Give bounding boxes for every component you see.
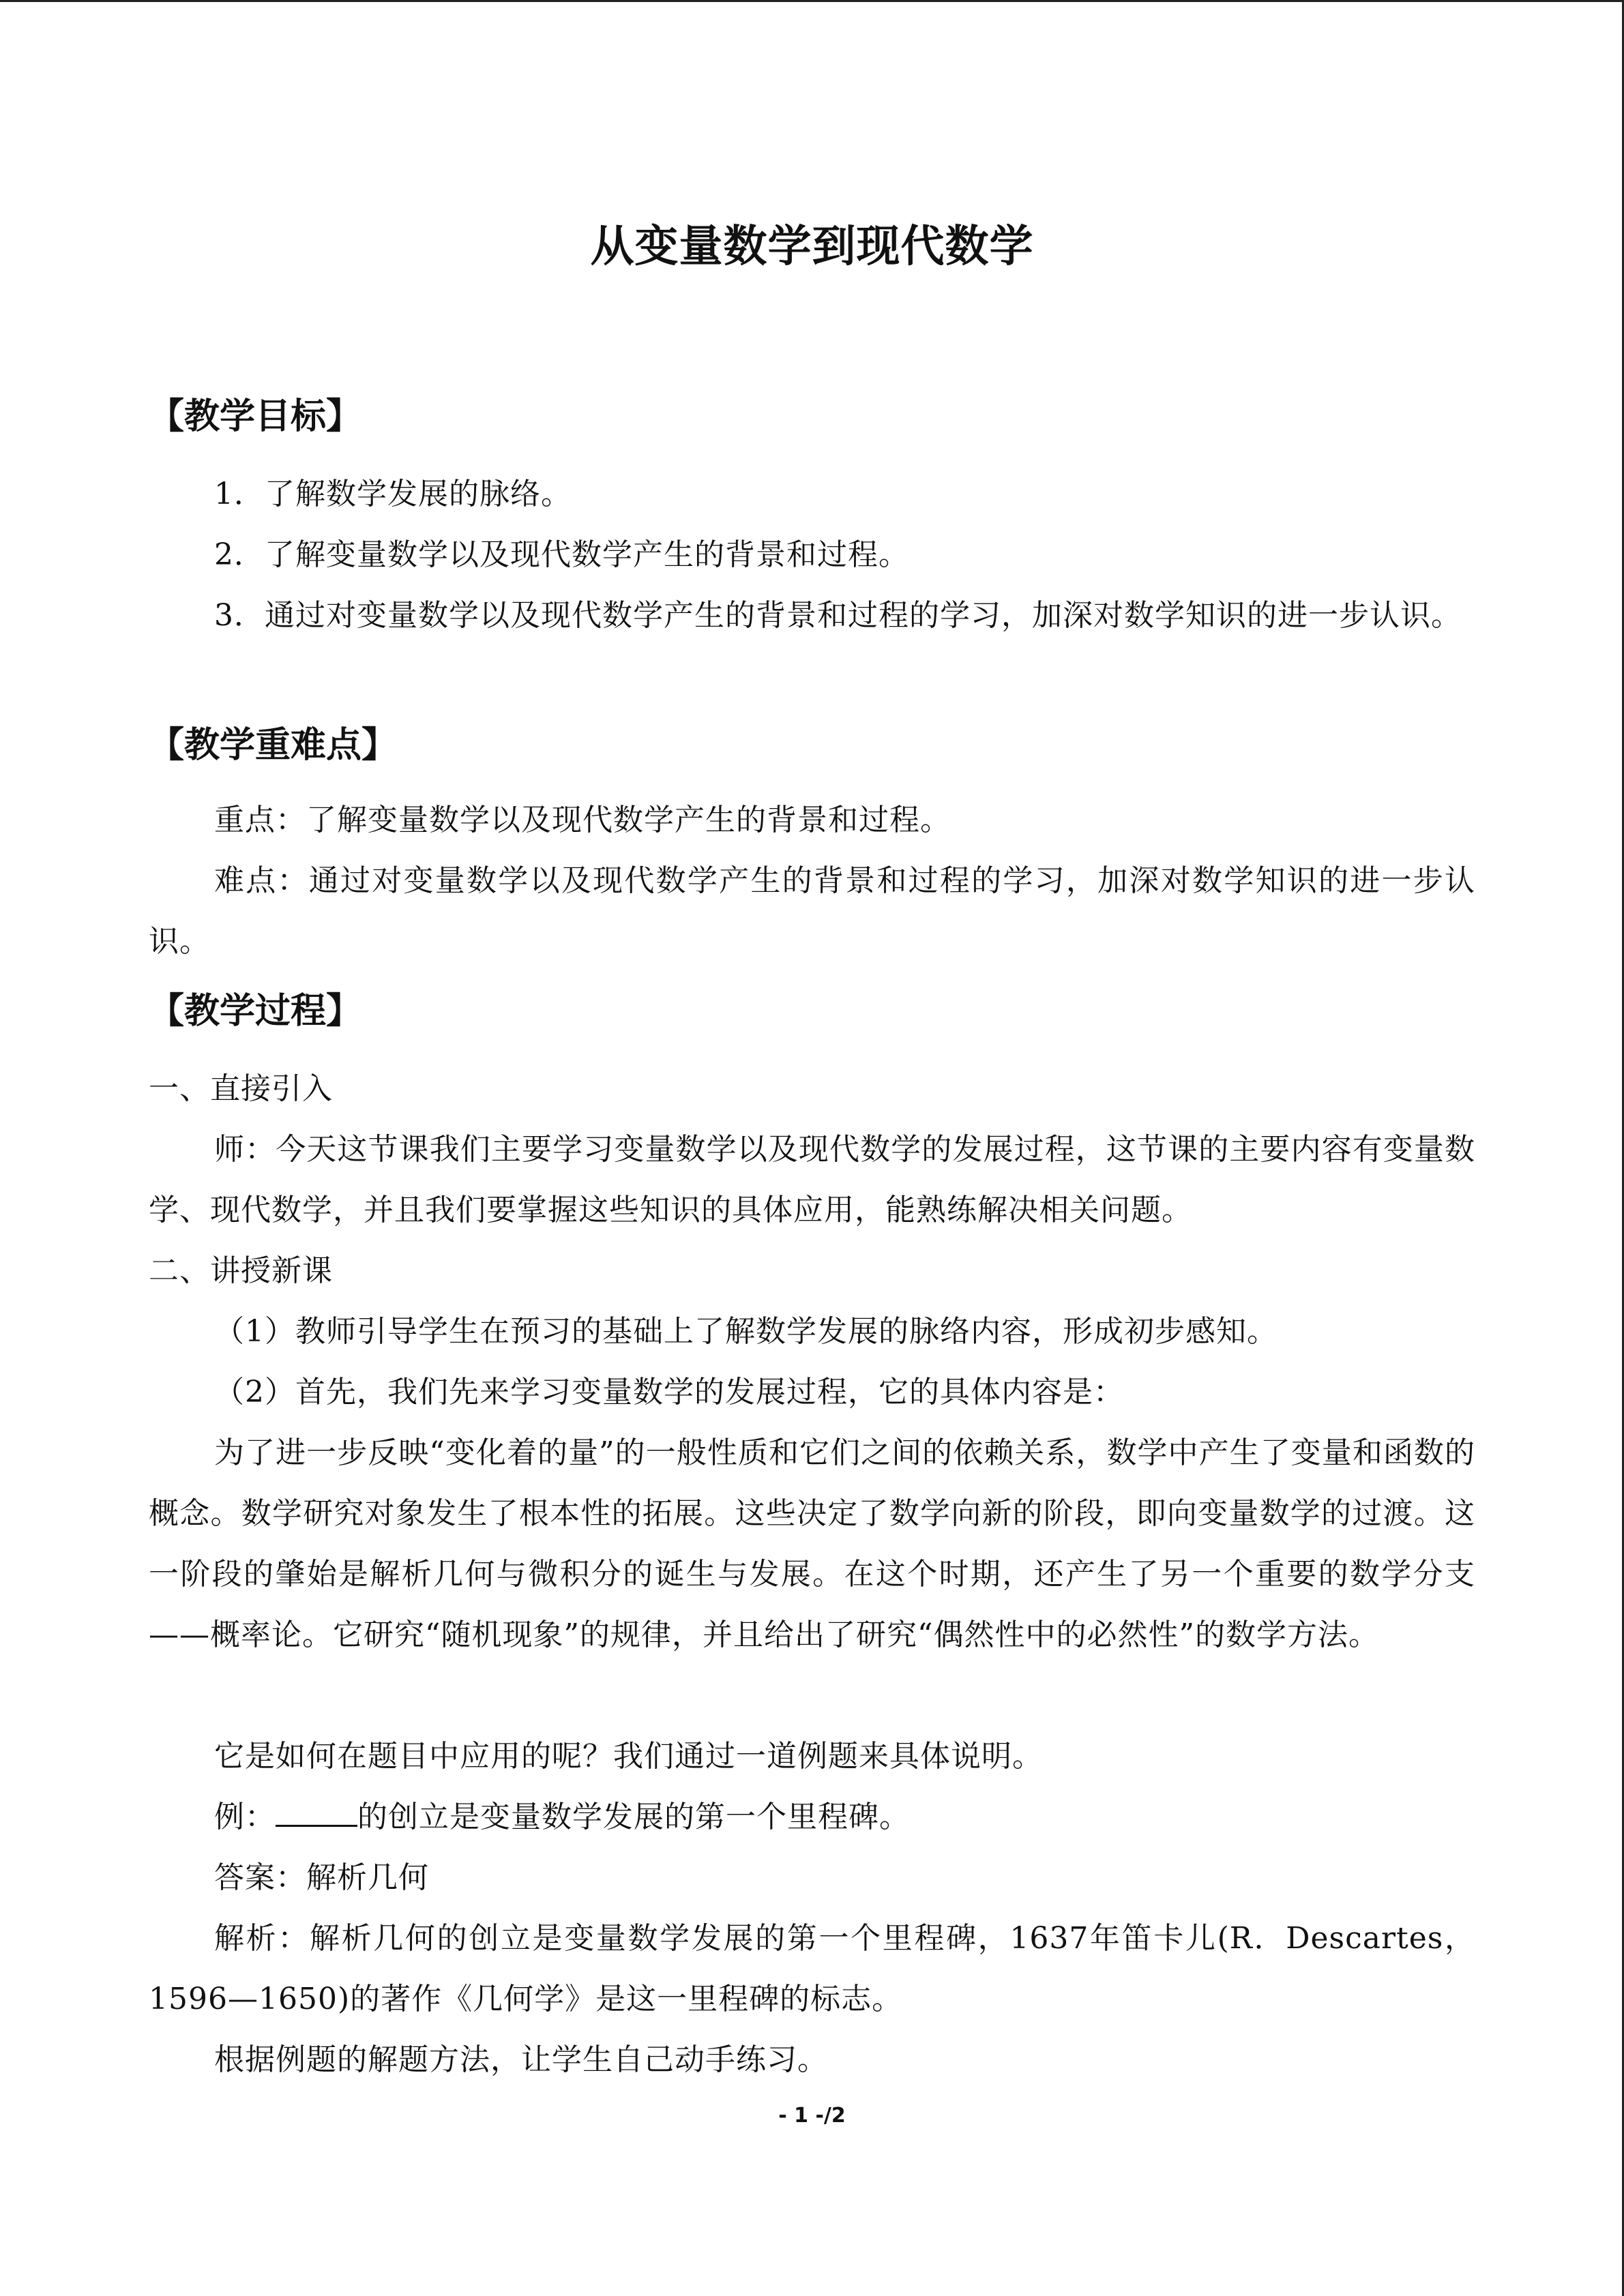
process-question: 它是如何在题目中应用的呢？我们通过一道例题来具体说明。 [214, 1739, 1043, 1774]
objective-item-2: 2．了解变量数学以及现代数学产生的背景和过程。 [214, 537, 909, 572]
objective-item-3: 3．通过对变量数学以及现代数学产生的背景和过程的学习，加深对数学知识的进一步认识。 [214, 598, 1462, 633]
document-title: 从变量数学到现代数学 [590, 222, 1034, 272]
heading-key-points: 【教学重难点】 [149, 725, 398, 766]
example-analysis: 解析：解析几何的创立是变量数学发展的第一个里程碑，1637年笛卡儿(R．Descartes，1596—1650)的著作《几何学》是这一里程碑的标志。 [149, 1921, 1475, 2016]
process-step-1: （1）教师引导学生在预习的基础上了解数学发展的脉络内容，形成初步感知。 [214, 1314, 1278, 1349]
heading-process: 【教学过程】 [149, 991, 362, 1032]
process-step-2: （2）首先，我们先来学习变量数学的发展过程，它的具体内容是： [214, 1375, 1124, 1410]
practice-instruction: 根据例题的解题方法，让学生自己动手练习。 [214, 2042, 828, 2077]
page-number: - 1 -/2 [778, 2104, 846, 2128]
page-border-top [0, 0, 1624, 2]
example-question [149, 1787, 1475, 1847]
example-answer: 答案：解析几何 [214, 1860, 429, 1895]
process-part1-title: 一、直接引入 [149, 1071, 333, 1106]
key-point-focus: 重点：了解变量数学以及现代数学产生的背景和过程。 [214, 803, 951, 837]
example-prefix: 例： [214, 1800, 276, 1834]
process-part2-title: 二、讲授新课 [149, 1253, 333, 1288]
key-point-difficulty: 难点：通过对变量数学以及现代数学产生的背景和过程的学习，加深对数学知识的进一步认识。 [149, 863, 1475, 959]
objective-item-1: 1．了解数学发展的脉络。 [214, 477, 572, 511]
example-suffix: 的创立是变量数学发展的第一个里程碑。 [357, 1800, 910, 1834]
heading-objectives: 【教学目标】 [149, 396, 362, 437]
example-blank [276, 1798, 357, 1827]
process-part1-text: 师：今天这节课我们主要学习变量数学以及现代数学的发展过程，这节课的主要内容有变量数学、现代数学，并且我们要掌握这些知识的具体应用，能熟练解决相关问题。 [149, 1132, 1475, 1227]
process-content: 为了进一步反映“变化着的量”的一般性质和它们之间的依赖关系，数学中产生了变量和函数的概念。数学研究对象发生了根本性的拓展。这些决定了数学向新的阶段，即向变量数学的过渡。这一阶段的肇始是解析几何与微积分的诞生与发展。在这个时期，还产生了另一个重要的数学分支——概率论。它研究“随机现象”的规律，并且给出了研究“偶然性中的必然性”的数学方法。 [149, 1435, 1475, 1652]
